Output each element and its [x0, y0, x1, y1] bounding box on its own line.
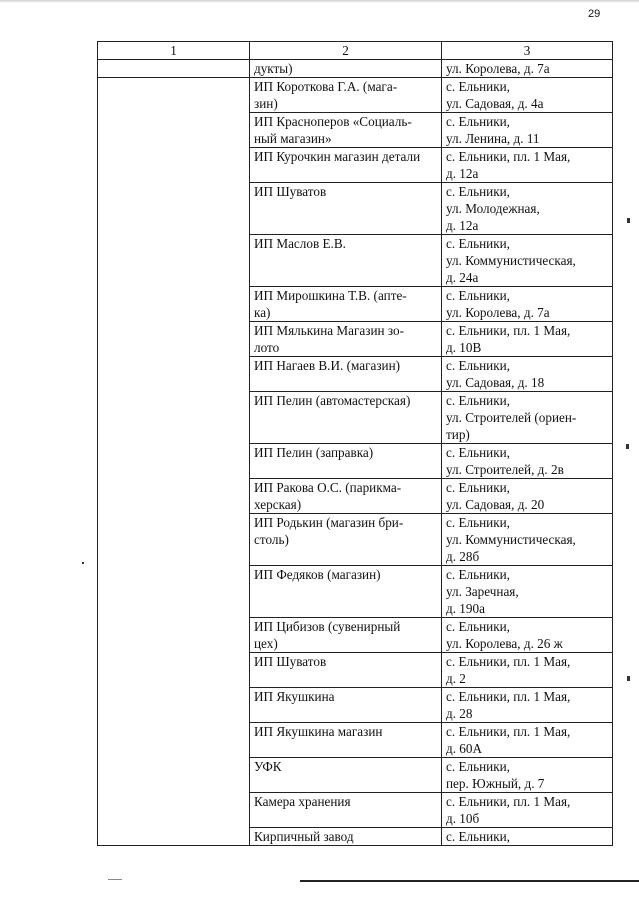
- organization-address-cell: [442, 322, 613, 357]
- organization-address: с. Ельники, пл. 1 Мая, д. 60А: [446, 724, 571, 756]
- organization-address: с. Ельники, ул. Королева, д. 7а: [446, 288, 550, 320]
- organization-name-cell: [250, 392, 442, 444]
- column-header-1: 1: [98, 42, 250, 60]
- organization-address-cell: [442, 653, 613, 688]
- organization-name-cell: [250, 235, 442, 287]
- organization-address-cell: [442, 444, 613, 479]
- organization-name: ИП Шуватов: [254, 654, 327, 669]
- organization-name: Камера хранения: [254, 794, 351, 809]
- organization-address-cell: [442, 357, 613, 392]
- organization-name-cell: [250, 793, 442, 828]
- scan-top-edge: [0, 0, 639, 3]
- organization-name: ИП Цибизов (сувенирный цех): [254, 619, 401, 651]
- organization-name: ИП Пелин (заправка): [254, 445, 374, 460]
- table-row: [98, 78, 613, 113]
- organization-name-cell: [250, 357, 442, 392]
- bottom-rule: [300, 880, 639, 882]
- organization-address: ул. Королева, д. 7а: [446, 61, 550, 76]
- organization-address: с. Ельники, ул. Коммунистическая, д. 28б: [446, 515, 576, 564]
- organization-name-cell: [250, 723, 442, 758]
- organization-name: ИП Якушкина магазин: [254, 724, 383, 739]
- organization-address-cell: [442, 148, 613, 183]
- organization-name-cell: [250, 60, 442, 78]
- organization-address: с. Ельники, ул. Королева, д. 26 ж: [446, 619, 563, 651]
- organization-name-cell: [250, 566, 442, 618]
- organization-address: с. Ельники, ул. Ленина, д. 11: [446, 114, 540, 146]
- organization-name-cell: [250, 78, 442, 113]
- organization-name-cell: [250, 183, 442, 235]
- organization-address-cell: [442, 78, 613, 113]
- organization-address-cell: [442, 688, 613, 723]
- scan-mark: [627, 676, 630, 681]
- organization-name: ИП Ракова О.С. (парикма- херская): [254, 480, 402, 512]
- organization-address: с. Ельники, ул. Коммунистическая, д. 24а: [446, 236, 576, 285]
- organization-address-cell: [442, 113, 613, 148]
- organization-address-cell: [442, 828, 613, 846]
- organization-address-cell: [442, 618, 613, 653]
- organization-address: с. Ельники, пл. 1 Мая, д. 10В: [446, 323, 571, 355]
- organization-name: ИП Маслов Е.В.: [254, 236, 346, 251]
- table-header-row: [98, 42, 613, 60]
- page-number: 29: [588, 8, 601, 20]
- organization-name: ИП Короткова Г.А. (мага- зин): [254, 79, 398, 111]
- organization-address-cell: [442, 183, 613, 235]
- organization-address: с. Ельники, пл. 1 Мая, д. 10б: [446, 794, 571, 826]
- organization-name-cell: [250, 287, 442, 322]
- organization-address-cell: [442, 392, 613, 444]
- organization-address-cell: [442, 60, 613, 78]
- organization-name: ИП Пелин (автомастерская): [254, 393, 411, 408]
- organization-name-cell: [250, 688, 442, 723]
- organization-name: ИП Красноперов «Социаль- ный магазин»: [254, 114, 412, 146]
- organization-name: ИП Курочкин магазин детали: [254, 149, 421, 164]
- organizations-table: [97, 41, 613, 846]
- organization-address-cell: [442, 793, 613, 828]
- organization-name-cell: [250, 113, 442, 148]
- organization-name-cell: [250, 322, 442, 357]
- organization-address: с. Ельники, ул. Молодежная, д. 12а: [446, 184, 540, 233]
- organization-name-cell: [250, 514, 442, 566]
- organization-address-cell: [442, 479, 613, 514]
- organization-name: ИП Шуватов: [254, 184, 327, 199]
- scan-mark: [627, 218, 630, 223]
- organization-name-cell: [250, 444, 442, 479]
- column-1-cell: [98, 60, 250, 78]
- organization-name: ИП Мялькина Магазин зо- лото: [254, 323, 404, 355]
- scan-mark: [108, 879, 122, 880]
- organization-address-cell: [442, 514, 613, 566]
- scan-mark: [82, 562, 84, 564]
- organization-name: УФК: [254, 759, 282, 774]
- organization-name-cell: [250, 479, 442, 514]
- column-header-3: 3: [442, 42, 613, 60]
- organization-address-cell: [442, 723, 613, 758]
- table-body: [98, 60, 613, 846]
- organization-name-cell: [250, 758, 442, 793]
- organization-address: с. Ельники, ул. Садовая, д. 18: [446, 358, 545, 390]
- organization-address-cell: [442, 287, 613, 322]
- organization-name-cell: [250, 653, 442, 688]
- table-row: [98, 60, 613, 78]
- organization-address: с. Ельники, ул. Строителей (ориен- тир): [446, 393, 577, 442]
- organization-address: с. Ельники,: [446, 829, 510, 844]
- organization-name: ИП Мирошкина Т.В. (апте- ка): [254, 288, 407, 320]
- organization-address: с. Ельники, ул. Садовая, д. 20: [446, 480, 545, 512]
- organization-name: ИП Родькин (магазин бри- столь): [254, 515, 404, 547]
- organization-name: ИП Нагаев В.И. (магазин): [254, 358, 401, 373]
- column-1-cell: [98, 78, 250, 846]
- organization-address: с. Ельники, пл. 1 Мая, д. 28: [446, 689, 571, 721]
- organization-address: с. Ельники, ул. Садовая, д. 4а: [446, 79, 544, 111]
- organization-address: с. Ельники, пер. Южный, д. 7: [446, 759, 545, 791]
- organization-address-cell: [442, 758, 613, 793]
- organization-address-cell: [442, 566, 613, 618]
- organization-address-cell: [442, 235, 613, 287]
- organization-address: с. Ельники, ул. Заречная, д. 190а: [446, 567, 519, 616]
- column-header-2: 2: [250, 42, 442, 60]
- organization-address: с. Ельники, пл. 1 Мая, д. 2: [446, 654, 571, 686]
- organization-name: ИП Федяков (магазин): [254, 567, 381, 582]
- organization-name: дукты): [254, 61, 293, 76]
- scan-mark: [626, 444, 629, 449]
- organization-name: ИП Якушкина: [254, 689, 335, 704]
- organization-name: Кирпичный завод: [254, 829, 354, 844]
- organization-name-cell: [250, 828, 442, 846]
- organization-name-cell: [250, 148, 442, 183]
- organization-address: с. Ельники, пл. 1 Мая, д. 12а: [446, 149, 571, 181]
- organization-name-cell: [250, 618, 442, 653]
- organization-address: с. Ельники, ул. Строителей, д. 2в: [446, 445, 564, 477]
